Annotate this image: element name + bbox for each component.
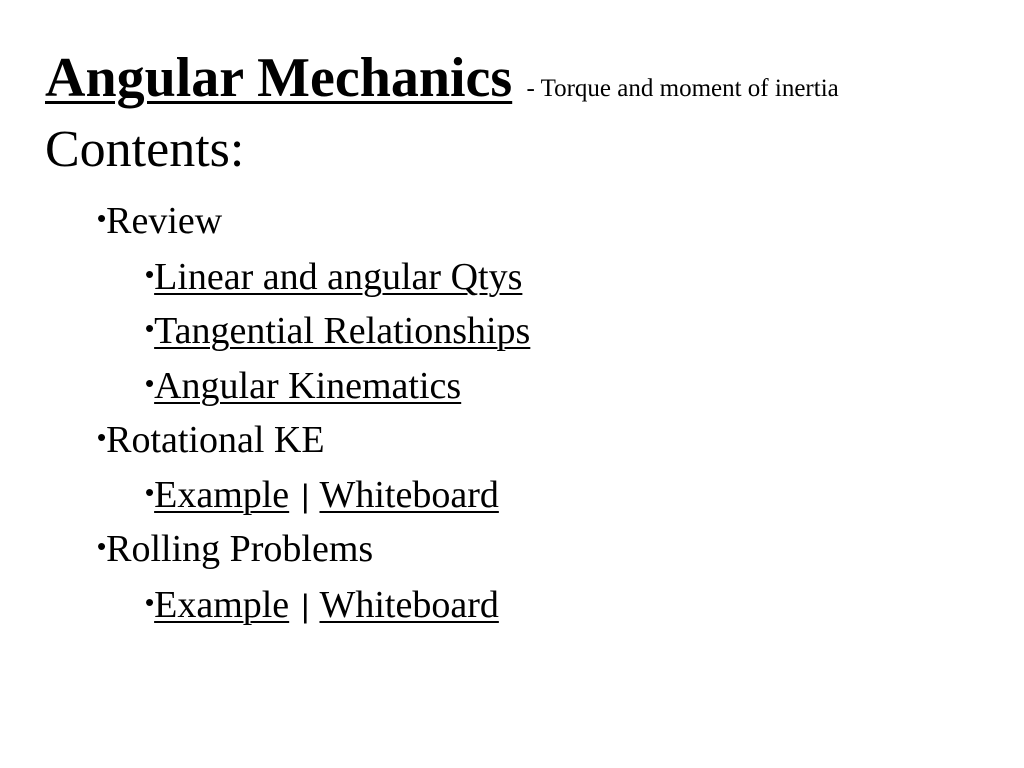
list-item xyxy=(145,312,530,350)
bullet: • xyxy=(145,313,155,343)
list-item xyxy=(145,586,499,624)
bullet: • xyxy=(145,587,155,617)
bullet: • xyxy=(97,531,107,561)
contents-heading: Contents: xyxy=(45,121,245,178)
bullet: • xyxy=(97,203,107,233)
link-rolling-problems-example[interactable]: Example xyxy=(154,584,290,626)
link-angular-kinematics[interactable]: Angular Kinematics xyxy=(154,365,462,407)
bullet: • xyxy=(97,422,107,452)
bullet: • xyxy=(145,477,155,507)
link-linear-angular-qtys[interactable]: Linear and angular Qtys xyxy=(154,256,523,298)
link-rolling-problems-whiteboard[interactable]: Whiteboard xyxy=(319,584,499,626)
section-rotational-ke xyxy=(97,421,325,459)
section-label: Rolling Problems xyxy=(106,528,374,570)
link-tangential-relationships[interactable]: Tangential Relationships xyxy=(154,310,531,352)
link-rotational-ke-whiteboard[interactable]: Whiteboard xyxy=(319,474,499,516)
list-item xyxy=(145,476,499,514)
bullet: • xyxy=(145,368,155,398)
separator: | xyxy=(301,588,310,624)
list-item xyxy=(145,367,461,405)
bullet: • xyxy=(145,259,155,289)
link-rotational-ke-example[interactable]: Example xyxy=(154,474,290,516)
slide-subtitle: - Torque and moment of inertia xyxy=(520,75,839,102)
list-item xyxy=(145,258,522,296)
section-label: Review xyxy=(106,200,223,242)
slide-title: Angular Mechanics xyxy=(45,47,513,109)
section-review xyxy=(97,202,222,240)
title-line xyxy=(45,46,839,110)
section-rolling-problems xyxy=(97,530,373,568)
separator: | xyxy=(301,478,310,514)
section-label: Rotational KE xyxy=(106,419,325,461)
